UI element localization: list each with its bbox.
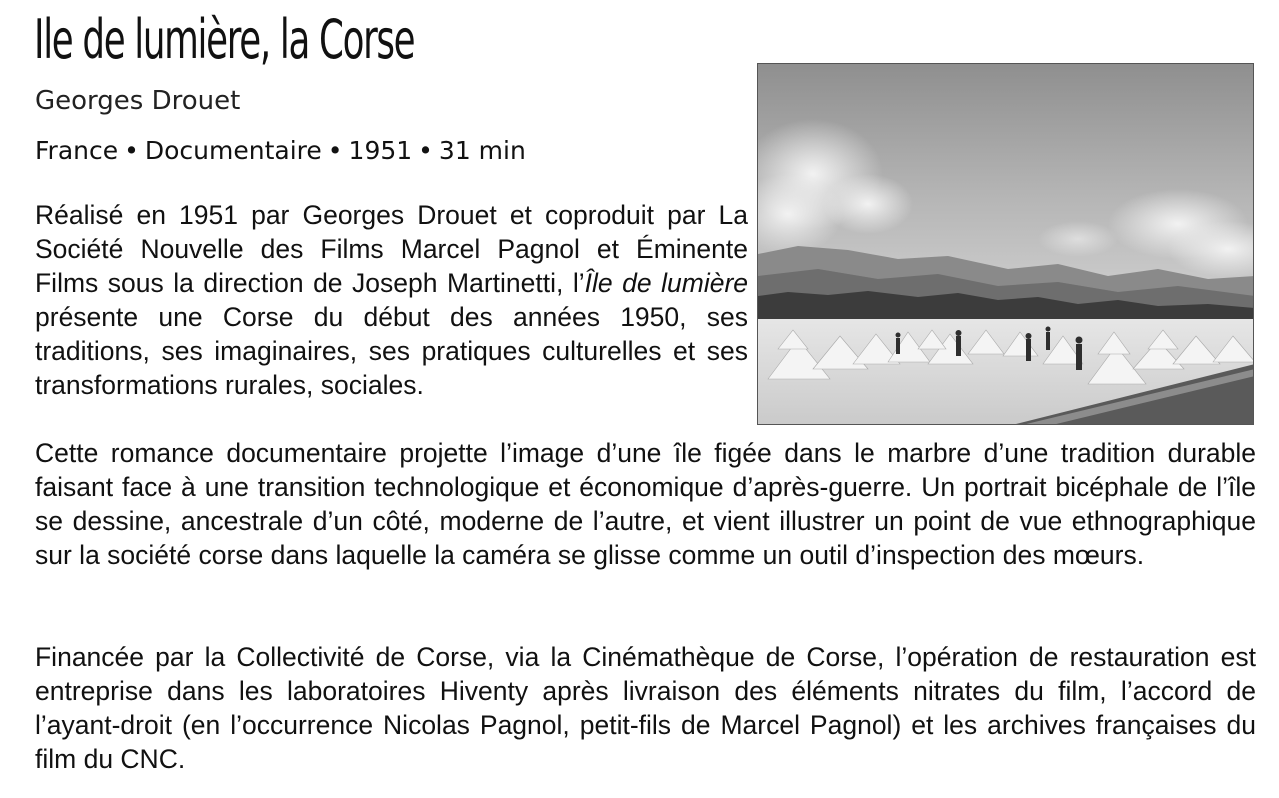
film-genre: Documentaire [144, 136, 322, 165]
meta-separator: • [124, 136, 139, 165]
film-still-salt-marsh-image [758, 64, 1254, 425]
description-p1-start: Réalisé en 1951 par Georges Drouet et coproduit par La Société Nouvelle des Films Marcel Pagnol et Éminente Films sous la direction de Joseph Martinetti, l’ [35, 200, 748, 298]
meta-separator: • [418, 136, 433, 165]
description-paragraph-3: Financée par la Collectivité de Corse, via la Cinémathèque de Corse, l’opération de restauration est entreprise dans les laboratoires Hiventy après livraison des éléments nitrates du film, l’accord de l’ayant-droit (en l’occurrence Nicolas Pagnol, petit-fils de Marcel Pagnol) et les archives françaises du film du CNC. [35, 642, 1256, 774]
meta-separator: • [327, 136, 343, 165]
description-p1-title-italic: Île de lumière [584, 268, 749, 298]
film-country: France [35, 136, 119, 165]
description-p1-end: présente une Corse du début des années 1950, ses traditions, ses imaginaires, ses pratiques culturelles et ses transformations rurales, sociales. [35, 302, 748, 400]
film-still-photo [757, 63, 1254, 425]
film-director: Georges Drouet [35, 86, 241, 116]
description-paragraph-2: Cette romance documentaire projette l’image d’une île figée dans le marbre d’une tradition durable faisant face à une transition technologique et économique d’après-guerre. Un portrait bicéphale de l’île se dessine, ancestrale d’un côté, moderne de l’autre, et vient illustrer un point de vue ethnographique sur la société corse dans laquelle la caméra se glisse comme un outil d’inspection des mœurs. [35, 438, 1256, 570]
film-title: Ile de lumière, la Corse [34, 8, 415, 71]
film-duration: 31 min [438, 136, 526, 165]
film-meta-line [35, 134, 526, 168]
description-paragraph-1 [35, 198, 748, 402]
film-year: 1951 [348, 136, 413, 165]
